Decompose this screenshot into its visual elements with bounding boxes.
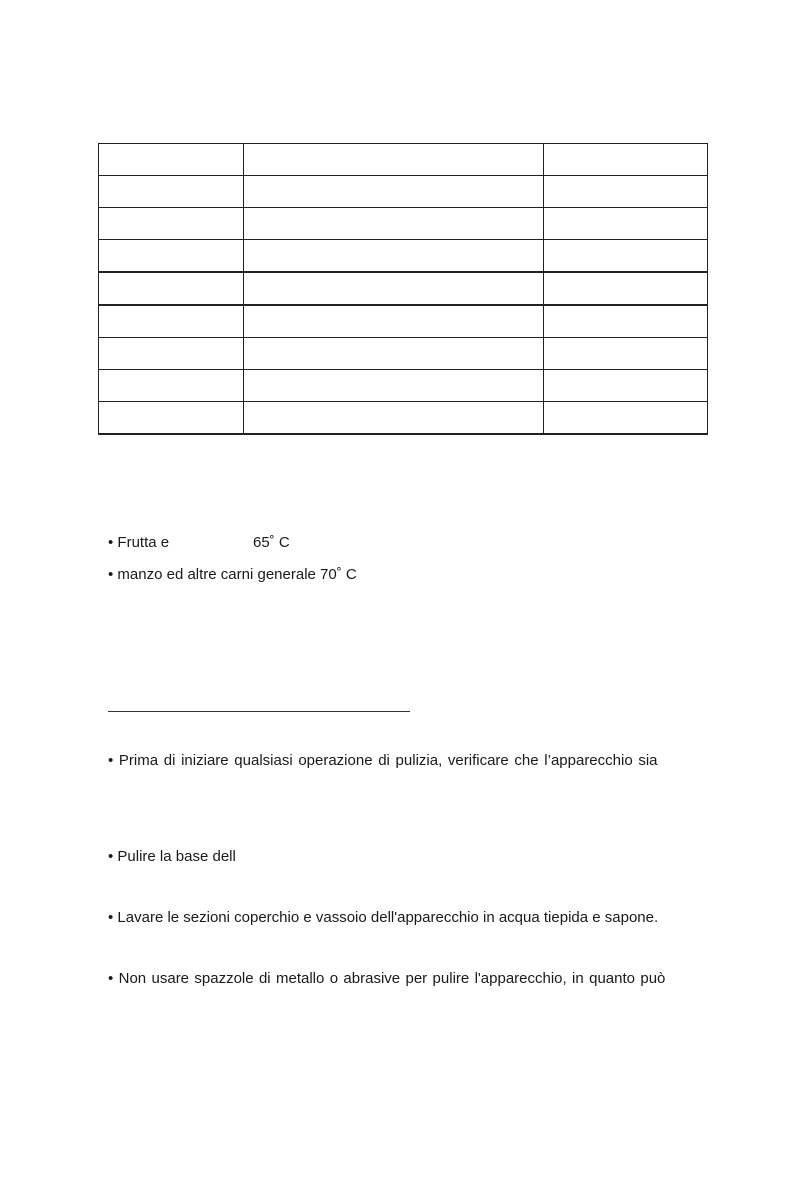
table-row bbox=[99, 305, 708, 338]
cleaning-item-1: • Prima di iniziare qualsiasi operazione di pulizia, verificare che l’apparecchio sia bbox=[108, 752, 658, 769]
table-cell bbox=[99, 208, 244, 240]
fruit-label: • Frutta e bbox=[108, 534, 170, 551]
table-row bbox=[99, 272, 708, 305]
table-cell bbox=[543, 370, 707, 402]
table-cell bbox=[244, 402, 543, 435]
table-cell bbox=[244, 176, 543, 208]
table-row bbox=[99, 338, 708, 370]
table-cell bbox=[99, 338, 244, 370]
temperature-item-beef: • manzo ed altre carni generale 70˚ C bbox=[108, 566, 357, 583]
table-cell bbox=[244, 240, 543, 273]
table-cell bbox=[543, 144, 707, 176]
temperature-item-fruit bbox=[108, 534, 290, 552]
table-row bbox=[99, 208, 708, 240]
table-cell bbox=[99, 176, 244, 208]
cleaning-item-3: • Lavare le sezioni coperchio e vassoio dell'apparecchio in acqua tiepida e sapone. bbox=[108, 909, 659, 926]
table-cell bbox=[543, 272, 707, 305]
table-row bbox=[99, 402, 708, 435]
table-cell bbox=[99, 240, 244, 273]
table-cell bbox=[244, 370, 543, 402]
table-cell bbox=[99, 305, 244, 338]
table-cell bbox=[543, 305, 707, 338]
table-cell bbox=[99, 402, 244, 435]
table-cell bbox=[99, 144, 244, 176]
table-cell bbox=[244, 208, 543, 240]
cleaning-item-4: • Non usare spazzole di metallo o abrasive per pulire l'apparecchio, in quanto può bbox=[108, 970, 666, 987]
table-cell bbox=[543, 208, 707, 240]
table-cell bbox=[99, 272, 244, 305]
table-cell bbox=[543, 338, 707, 370]
table-cell bbox=[244, 338, 543, 370]
fruit-temperature: 65˚ C bbox=[253, 534, 290, 551]
table-row bbox=[99, 176, 708, 208]
table-cell bbox=[244, 305, 543, 338]
table-cell bbox=[543, 176, 707, 208]
drying-table bbox=[98, 143, 708, 435]
table-cell bbox=[543, 240, 707, 273]
table-cell bbox=[244, 144, 543, 176]
table-cell bbox=[244, 272, 543, 305]
cleaning-item-2: • Pulire la base dell bbox=[108, 848, 236, 865]
table-row bbox=[99, 370, 708, 402]
table-row bbox=[99, 144, 708, 176]
table-cell bbox=[99, 370, 244, 402]
table-row bbox=[99, 240, 708, 273]
table-cell bbox=[543, 402, 707, 435]
section-divider bbox=[108, 711, 410, 712]
